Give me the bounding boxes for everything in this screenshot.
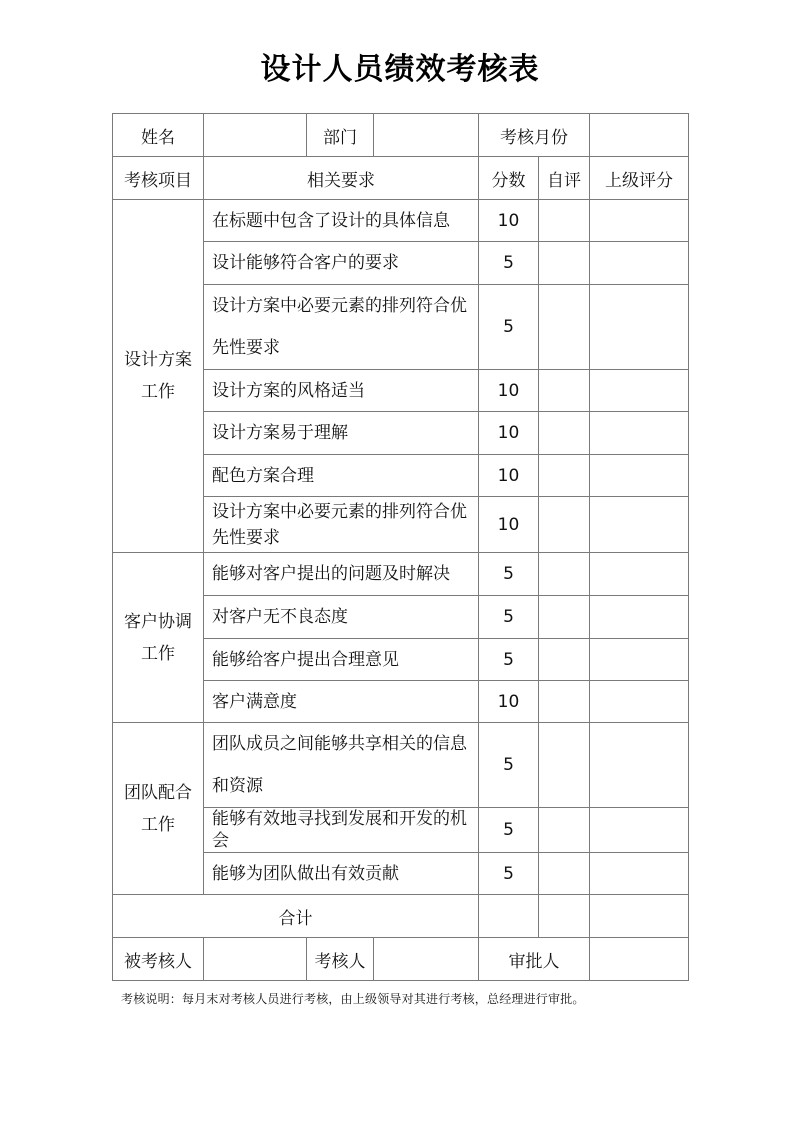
self-score-field[interactable]	[539, 497, 590, 553]
requirement-text: 团队成员之间能够共享相关的信息和资源	[204, 723, 479, 808]
score-value: 10	[479, 370, 539, 412]
category-label: 设计方案	[124, 350, 192, 370]
category-label: 工作	[141, 382, 175, 402]
month-field[interactable]	[590, 114, 689, 157]
dept-label: 部门	[307, 114, 374, 157]
dept-field[interactable]	[374, 114, 479, 157]
assessee-label: 被考核人	[113, 938, 204, 981]
score-value: 5	[479, 639, 539, 681]
self-score-field[interactable]	[539, 853, 590, 895]
item-header: 考核项目	[113, 157, 204, 200]
requirement-text: 能够为团队做出有效贡献	[204, 853, 479, 895]
assessor-field[interactable]	[374, 938, 479, 981]
score-value: 5	[479, 853, 539, 895]
assessor-label: 考核人	[307, 938, 374, 981]
requirement-text: 设计能够符合客户的要求	[204, 242, 479, 285]
category-cell	[113, 553, 204, 723]
signature-row	[113, 938, 689, 981]
req-header: 相关要求	[204, 157, 479, 200]
superior-score-field[interactable]	[590, 596, 689, 639]
requirement-text: 设计方案中必要元素的排列符合优先性要求	[204, 497, 479, 553]
table-row	[113, 553, 689, 596]
assessment-note: 考核说明：每月末对考核人员进行考核，由上级领导对其进行考核，总经理进行审批。	[121, 992, 585, 1006]
superior-score-field[interactable]	[590, 639, 689, 681]
superior-score-field[interactable]	[590, 553, 689, 596]
total-row	[113, 895, 689, 938]
appraisal-table	[112, 113, 689, 981]
total-score-field[interactable]	[479, 895, 539, 938]
superior-score-field[interactable]	[590, 285, 689, 370]
self-score-field[interactable]	[539, 681, 590, 723]
superior-score-field[interactable]	[590, 681, 689, 723]
column-header-row	[113, 157, 689, 200]
superior-score-field[interactable]	[590, 723, 689, 808]
self-score-field[interactable]	[539, 412, 590, 455]
superior-score-field[interactable]	[590, 497, 689, 553]
page-title: 设计人员绩效考核表	[260, 52, 540, 87]
assessee-field[interactable]	[204, 938, 307, 981]
self-score-field[interactable]	[539, 455, 590, 497]
name-field[interactable]	[204, 114, 307, 157]
score-value: 5	[479, 285, 539, 370]
score-value: 10	[479, 681, 539, 723]
self-score-field[interactable]	[539, 808, 590, 853]
superior-header: 上级评分	[590, 157, 689, 200]
table-row	[113, 723, 689, 808]
self-score-field[interactable]	[539, 553, 590, 596]
category-cell	[113, 200, 204, 553]
superior-score-field[interactable]	[590, 853, 689, 895]
score-value: 5	[479, 723, 539, 808]
category-cell	[113, 723, 204, 895]
score-value: 5	[479, 242, 539, 285]
superior-score-field[interactable]	[590, 455, 689, 497]
score-value: 5	[479, 596, 539, 639]
self-score-field[interactable]	[539, 639, 590, 681]
score-value: 10	[479, 497, 539, 553]
score-value: 10	[479, 455, 539, 497]
requirement-text: 设计方案的风格适当	[204, 370, 479, 412]
score-value: 10	[479, 412, 539, 455]
category-label: 工作	[141, 814, 175, 835]
self-score-field[interactable]	[539, 723, 590, 808]
superior-score-field[interactable]	[590, 200, 689, 242]
total-superior-field[interactable]	[590, 895, 689, 938]
self-score-field[interactable]	[539, 285, 590, 370]
requirement-text: 能够给客户提出合理意见	[204, 639, 479, 681]
approver-field[interactable]	[590, 938, 689, 981]
total-label: 合计	[113, 895, 479, 938]
self-score-field[interactable]	[539, 242, 590, 285]
category-label: 客户协调	[124, 611, 192, 632]
self-score-field[interactable]	[539, 596, 590, 639]
self-header: 自评	[539, 157, 590, 200]
self-score-field[interactable]	[539, 200, 590, 242]
requirement-text: 设计方案中必要元素的排列符合优先性要求	[204, 285, 479, 370]
name-label: 姓名	[113, 114, 204, 157]
score-header: 分数	[479, 157, 539, 200]
month-label: 考核月份	[479, 114, 590, 157]
superior-score-field[interactable]	[590, 242, 689, 285]
category-label: 团队配合	[124, 782, 192, 803]
superior-score-field[interactable]	[590, 370, 689, 412]
info-row	[113, 114, 689, 157]
requirement-text: 配色方案合理	[204, 455, 479, 497]
total-self-field[interactable]	[539, 895, 590, 938]
score-value: 5	[479, 553, 539, 596]
requirement-text: 在标题中包含了设计的具体信息	[204, 200, 479, 242]
requirement-text: 设计方案易于理解	[204, 412, 479, 455]
table-row	[113, 200, 689, 242]
superior-score-field[interactable]	[590, 412, 689, 455]
superior-score-field[interactable]	[590, 808, 689, 853]
category-label: 工作	[141, 643, 175, 664]
requirement-text: 能够对客户提出的问题及时解决	[204, 553, 479, 596]
score-value: 10	[479, 200, 539, 242]
requirement-text: 对客户无不良态度	[204, 596, 479, 639]
score-value: 5	[479, 808, 539, 853]
requirement-text: 客户满意度	[204, 681, 479, 723]
requirement-text: 能够有效地寻找到发展和开发的机会	[204, 808, 479, 853]
self-score-field[interactable]	[539, 370, 590, 412]
approver-label: 审批人	[479, 938, 590, 981]
